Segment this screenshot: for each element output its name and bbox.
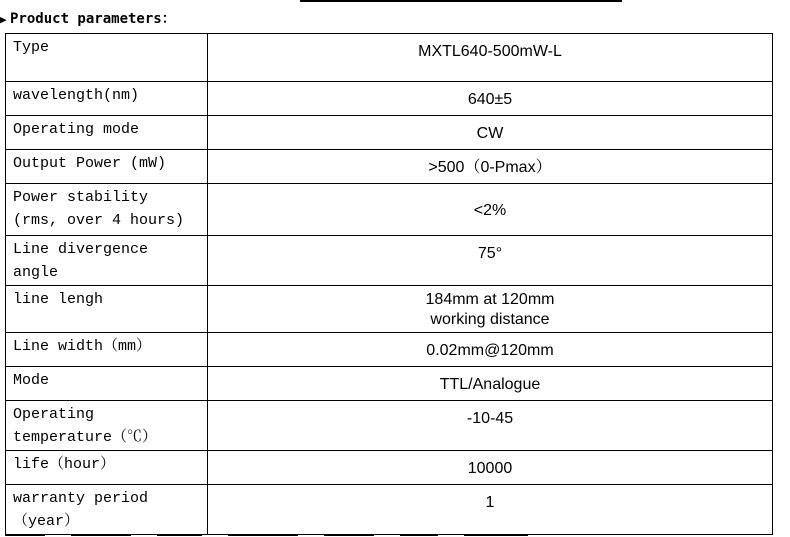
table-row xyxy=(6,485,773,535)
param-value: 10000 xyxy=(208,451,773,485)
table-row xyxy=(6,184,773,236)
table-row xyxy=(6,451,773,485)
param-label: wavelength(nm) xyxy=(6,82,208,116)
table-row xyxy=(6,116,773,150)
triangle-bullet-icon: ▶ xyxy=(0,13,7,26)
param-value: CW xyxy=(208,116,773,150)
param-label: line lengh xyxy=(6,286,208,333)
section-heading-text: Product parameters： xyxy=(10,11,176,27)
cropped-text-fragment xyxy=(5,531,645,537)
table-row xyxy=(6,236,773,286)
table-row xyxy=(6,286,773,333)
param-label: Output Power (mW) xyxy=(6,150,208,184)
param-value: 0.02mm@120mm xyxy=(208,333,773,367)
param-label: Line width（mm） xyxy=(6,333,208,367)
line-length-value: 184mm at 120mm working distance xyxy=(425,291,555,328)
table-row xyxy=(6,367,773,401)
param-label: Operating mode xyxy=(6,116,208,150)
table-row xyxy=(6,333,773,367)
table-row xyxy=(6,150,773,184)
param-value xyxy=(208,34,773,82)
table-row xyxy=(6,34,773,82)
param-label: Type xyxy=(6,34,208,82)
top-divider xyxy=(300,0,622,2)
product-parameters-table xyxy=(5,33,773,535)
param-value: 1 xyxy=(208,485,773,535)
param-label: warranty period （year） xyxy=(6,485,208,535)
param-value: >500（0-Pmax） xyxy=(208,150,773,184)
param-value: <2% xyxy=(208,184,773,236)
table-row xyxy=(6,82,773,116)
type-value: MXTL640-500mW-L xyxy=(418,43,562,60)
param-value: 640±5 xyxy=(208,82,773,116)
param-label: Power stability (rms, over 4 hours) xyxy=(6,184,208,236)
param-value: TTL/Analogue xyxy=(208,367,773,401)
table-row xyxy=(6,401,773,451)
param-label: life（hour） xyxy=(6,451,208,485)
section-heading xyxy=(0,8,176,30)
param-label: Operating temperature（℃） xyxy=(6,401,208,451)
param-label: Mode xyxy=(6,367,208,401)
param-value: -10-45 xyxy=(208,401,773,451)
param-label: Line divergence angle xyxy=(6,236,208,286)
param-value: 75° xyxy=(208,236,773,286)
param-value xyxy=(208,286,773,333)
